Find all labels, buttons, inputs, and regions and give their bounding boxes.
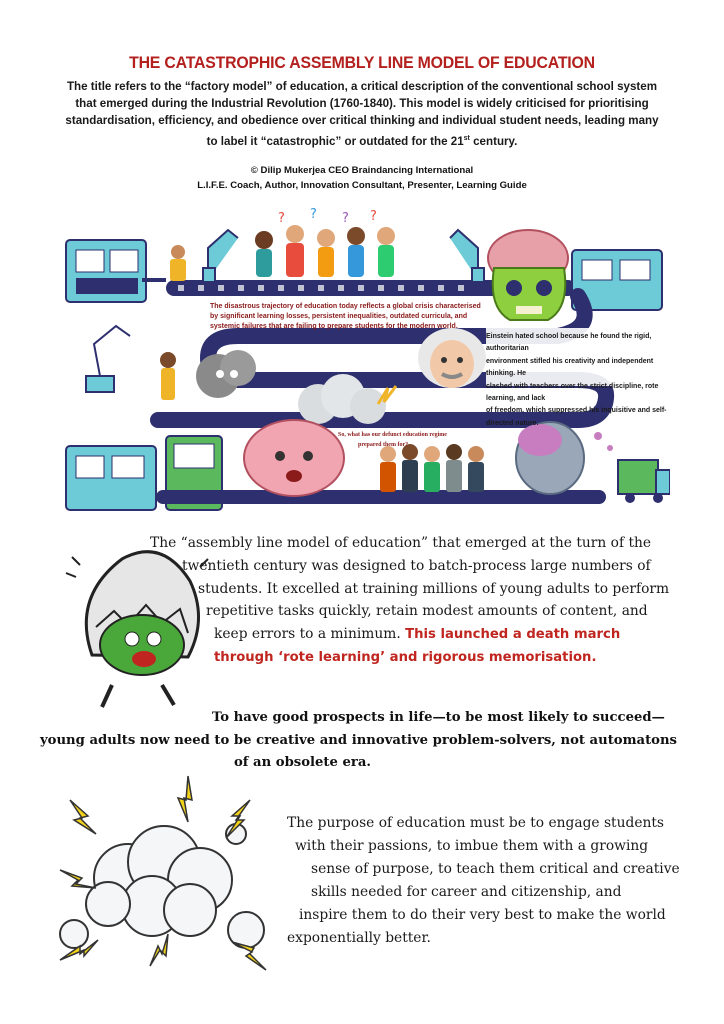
highlight-text: through ‘rote learning’ and rigorous memorisation.	[214, 649, 597, 665]
intro-line: to label it “catastrophic” or outdated for the 21st century.	[206, 134, 518, 148]
text-line: The purpose of education must be to engage students	[287, 815, 664, 831]
svg-text:?: ?	[342, 211, 349, 226]
delivery-truck	[618, 460, 670, 503]
intro-line: standardisation, efficiency, and obedience over critical thinking and individual student needs, leading many	[65, 114, 659, 128]
highlight-text: This launched a death march	[405, 627, 621, 643]
text-line: keep errors to a minimum. This launched a death march	[214, 626, 621, 643]
prospects-paragraph	[40, 707, 700, 775]
worker-figure	[142, 245, 186, 282]
intro-paragraph	[40, 78, 684, 150]
text-line: skills needed for career and citizenship, and	[311, 884, 622, 900]
control-machine	[66, 240, 146, 302]
question-caption: So, what has our defunct education regime prepared them for?	[338, 432, 447, 448]
einstein-portrait	[418, 328, 486, 388]
text-line: of an obsolete era.	[234, 755, 371, 770]
explosion-cloud	[40, 770, 280, 985]
svg-text:?: ?	[278, 211, 285, 226]
crisis-caption: The disastrous trajectory of education today reflects a global crisis characterised by significant learning losses, persistent inequalities, outdated curricula, and systemic failures that are failing to prepare students for the modern world.	[210, 303, 481, 330]
students-group	[255, 208, 395, 277]
text-line: To have good prospects in life—to be most likely to succeed—	[212, 710, 665, 725]
text-line: repetitive tasks quickly, retain modest amounts of content, and	[206, 603, 648, 620]
shattering-head	[516, 422, 613, 494]
young-adults-group	[380, 444, 484, 492]
text-line: exponentially better.	[287, 930, 431, 946]
robot-arm-left	[86, 326, 130, 392]
intro-line: that emerged during the Industrial Revolution (1760-1840). This model is widely criticised for prioritising	[75, 97, 649, 111]
intro-line: The title refers to the “factory model” of education, a critical description of the conventional school system	[66, 80, 658, 93]
text-line: with their passions, to imbue them with a growing	[295, 838, 649, 854]
purpose-paragraph	[287, 812, 697, 950]
robot-arms	[203, 230, 484, 282]
teacher-figure	[160, 352, 176, 400]
text-line: students. It excelled at training millions of young adults to perform	[198, 580, 670, 597]
page-title: THE CATASTROPHIC ASSEMBLY LINE MODEL OF EDUCATION	[129, 54, 595, 72]
text-line: young adults now need to be creative and innovative problem-solvers, not automatons	[40, 732, 677, 748]
text-line: sense of purpose, to teach them critical and creative	[311, 861, 680, 877]
text-line: The “assembly line model of education” that emerged at the turn of the	[150, 535, 652, 551]
author-credits	[0, 163, 724, 193]
assembly-line-paragraph	[150, 532, 680, 670]
assembly-line-illustration	[58, 208, 670, 518]
svg-text:?: ?	[310, 208, 317, 222]
svg-text:?: ?	[370, 209, 377, 224]
zombie-skull	[488, 230, 568, 320]
credit-line: L.I.F.E. Coach, Author, Innovation Consultant, Presenter, Learning Guide	[197, 180, 527, 191]
text-line: twentieth century was designed to batch-process large numbers of	[182, 557, 651, 574]
credit-line: © Dilip Mukerjea CEO Braindancing International	[250, 165, 474, 176]
text-line: inspire them to do their very best to make the world	[299, 907, 666, 923]
crying-brain	[244, 420, 344, 496]
einstein-caption: Einstein hated school because he found the rigid, authoritarian environment stifled his creativity and independent thinking. He clashed with teachers over the strict discipline, rote learning, and lack of freedom, which suppressed his inquisitive and self-directed nature.	[486, 333, 667, 427]
